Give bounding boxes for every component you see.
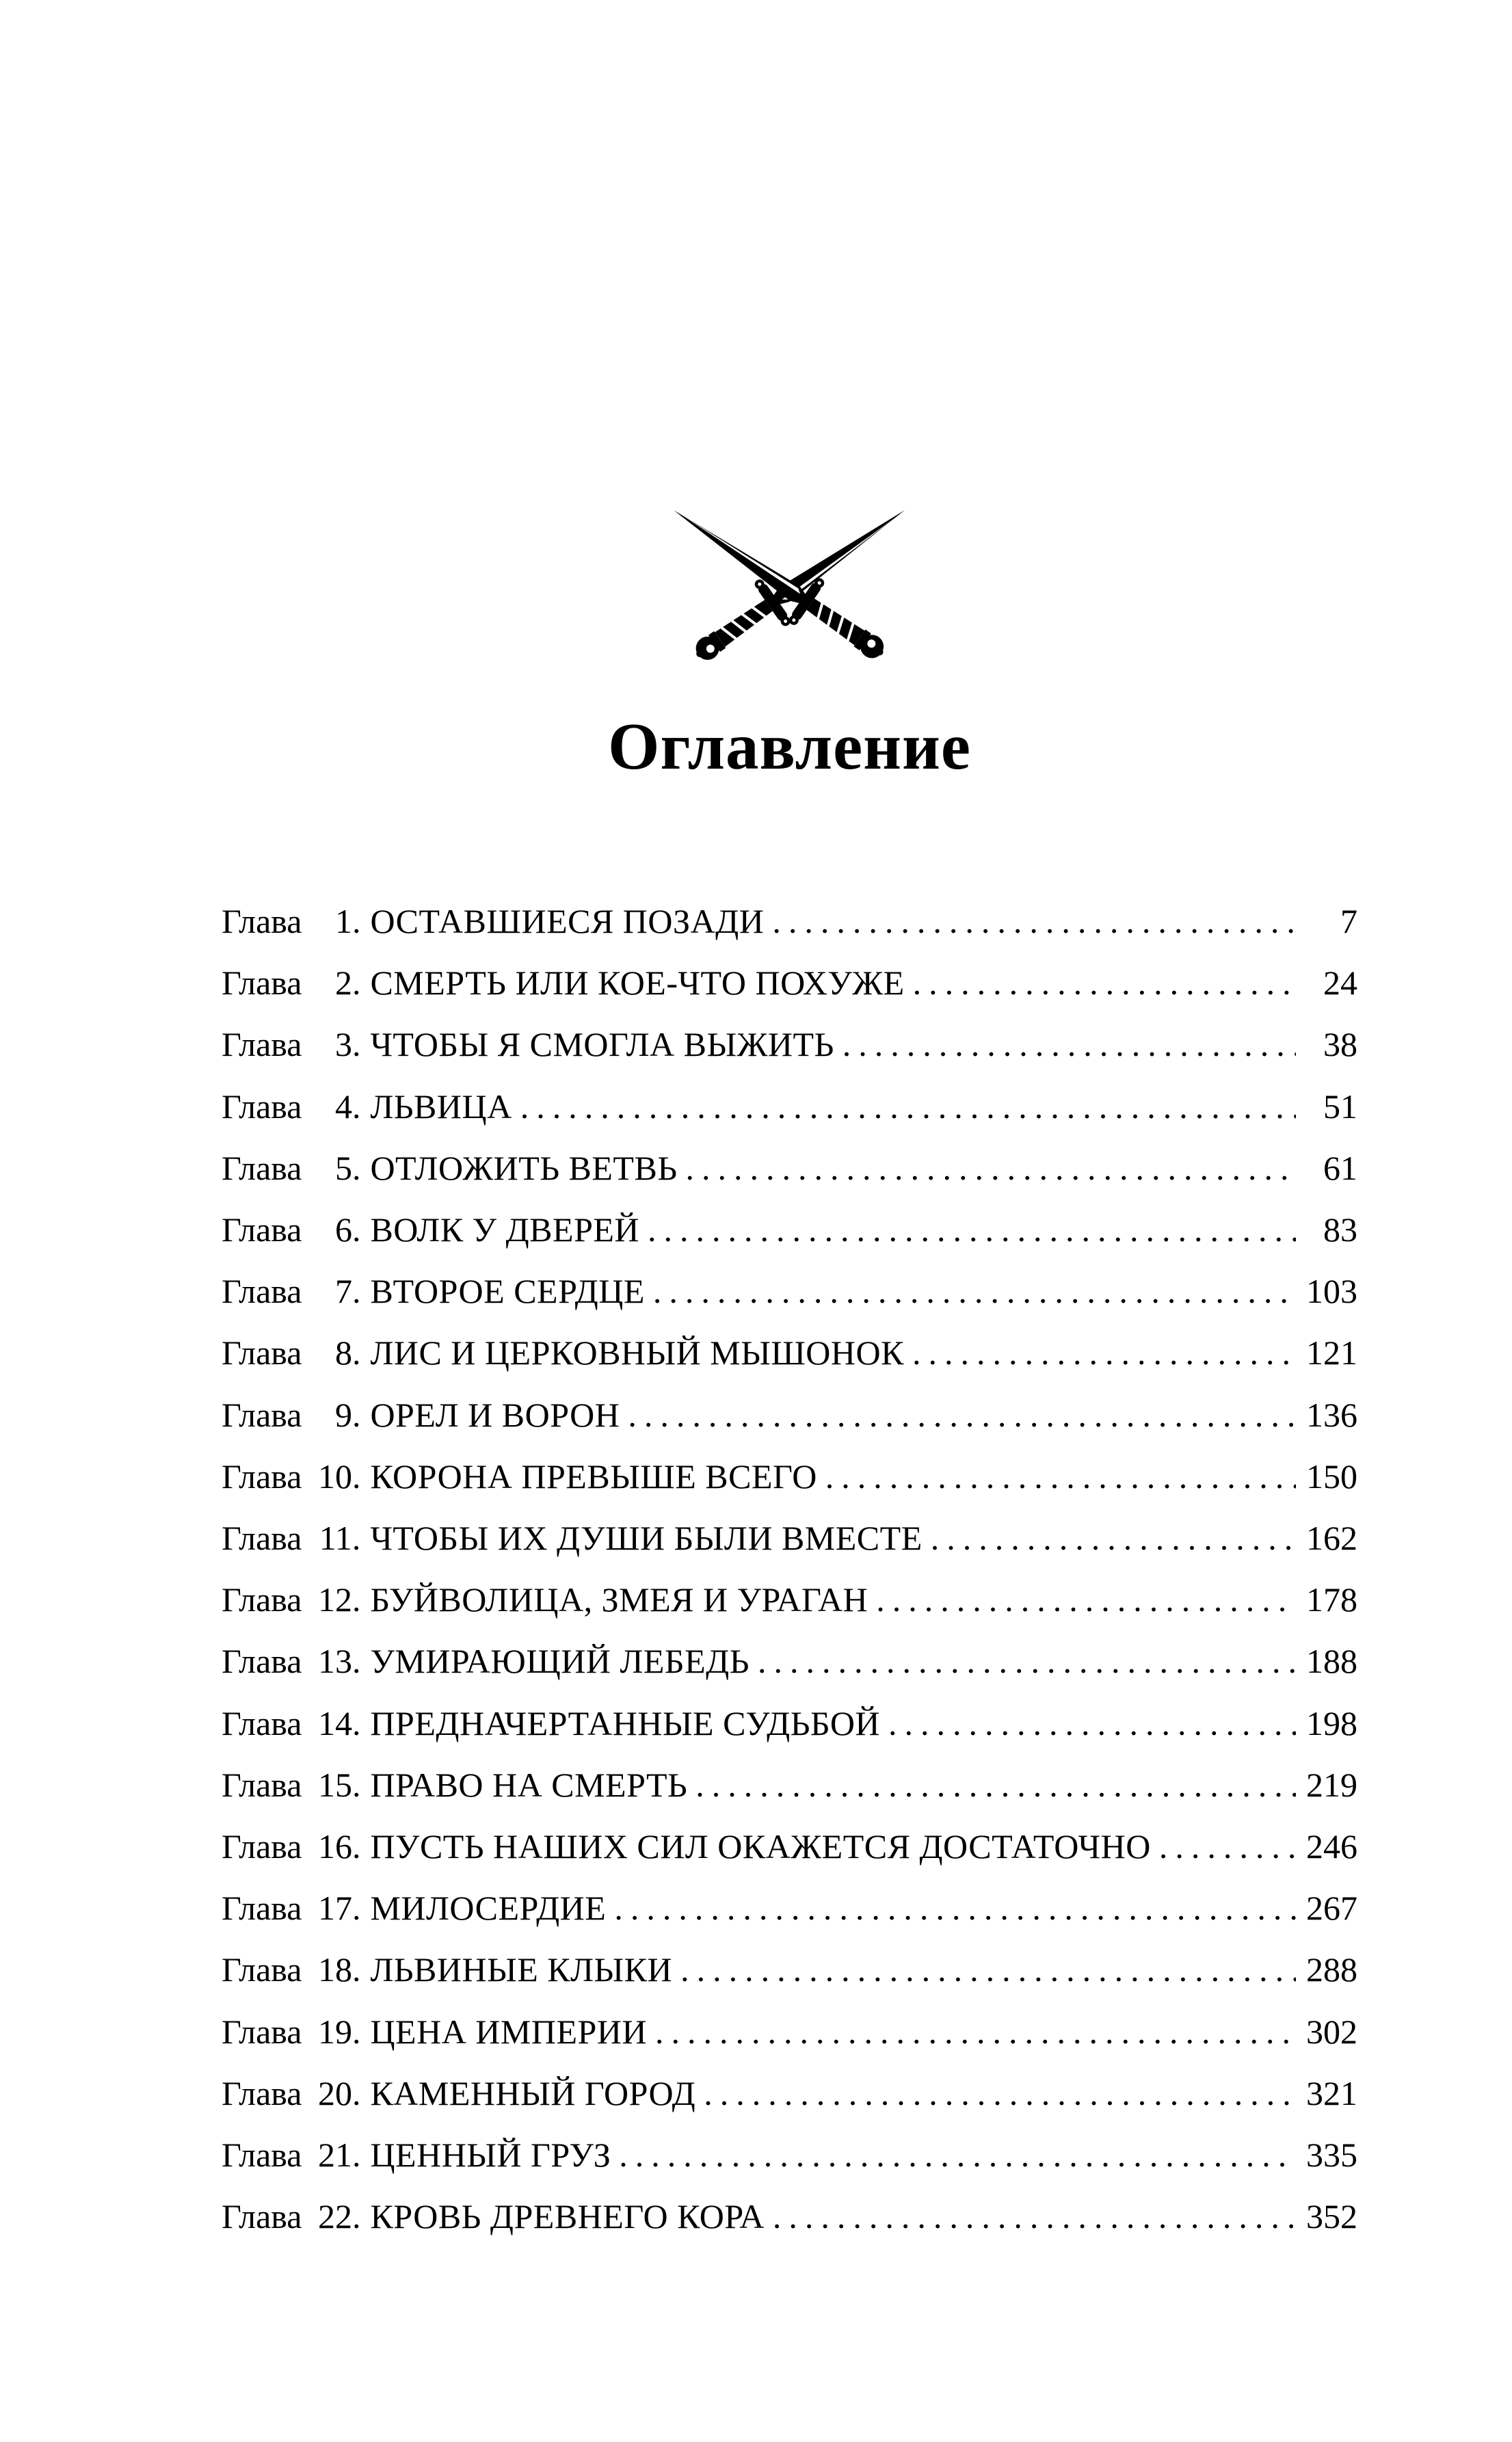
chapter-word: Глава	[222, 2197, 302, 2236]
dot-leader	[1159, 1816, 1296, 1877]
dot-leader	[913, 952, 1296, 1013]
dot-leader	[704, 2062, 1296, 2124]
toc-row[interactable]	[222, 1816, 1357, 1877]
chapter-title: ЧТОБЫ Я СМОГЛА ВЫЖИТЬ	[370, 1025, 834, 1064]
chapter-title: ЛЬВИЦА	[370, 1087, 512, 1126]
chapter-title: ЦЕНА ИМПЕРИИ	[370, 2012, 648, 2051]
chapter-number: 16.	[317, 1827, 361, 1866]
chapter-number: 9.	[334, 1395, 361, 1434]
chapter-number: 15.	[317, 1765, 361, 1804]
chapter-title: КОРОНА ПРЕВЫШЕ ВСЕГО	[370, 1457, 817, 1496]
chapter-word: Глава	[222, 1765, 302, 1804]
toc-row[interactable]	[222, 1446, 1357, 1507]
page-number: 188	[1306, 1642, 1357, 1681]
page-number: 162	[1306, 1519, 1357, 1558]
dot-leader	[876, 1569, 1296, 1630]
chapter-word: Глава	[222, 2136, 302, 2175]
dot-leader	[520, 1076, 1296, 1137]
page-number: 121	[1306, 1333, 1357, 1372]
chapter-title: ЛЬВИНЫЕ КЛЫКИ	[370, 1950, 673, 1989]
chapter-title: ВТОРОЕ СЕРДЦЕ	[370, 1272, 645, 1311]
page-number: 302	[1306, 2012, 1357, 2051]
toc-row[interactable]	[222, 1693, 1357, 1754]
chapter-title: УМИРАЮЩИЙ ЛЕБЕДЬ	[370, 1642, 750, 1681]
chapter-word: Глава	[222, 1087, 302, 1126]
toc-row[interactable]	[222, 1384, 1357, 1446]
dot-leader	[648, 1199, 1296, 1260]
chapter-word: Глава	[222, 1272, 302, 1311]
dot-leader	[695, 1754, 1296, 1816]
dot-leader	[686, 1137, 1296, 1199]
chapter-number: 22.	[317, 2197, 361, 2236]
chapter-number: 19.	[317, 2012, 361, 2051]
chapter-title: ОТЛОЖИТЬ ВЕТВЬ	[370, 1148, 678, 1187]
dot-leader	[655, 2001, 1296, 2062]
chapter-word: Глава	[222, 1210, 302, 1249]
page-number: 24	[1323, 964, 1357, 1003]
chapter-word: Глава	[222, 2073, 302, 2112]
toc-row[interactable]	[222, 1507, 1357, 1569]
page-number: 321	[1306, 2073, 1357, 2112]
toc-row[interactable]	[222, 2124, 1357, 2186]
page-number: 288	[1306, 1950, 1357, 1989]
dot-leader	[912, 1322, 1296, 1383]
chapter-title: ПРАВО НА СМЕРТЬ	[370, 1765, 688, 1804]
chapter-number: 7.	[334, 1272, 361, 1311]
dot-leader	[773, 2186, 1296, 2247]
toc-row[interactable]	[222, 1569, 1357, 1630]
toc-row[interactable]	[222, 1199, 1357, 1260]
chapter-number: 12.	[317, 1580, 361, 1619]
chapter-word: Глава	[222, 1333, 302, 1372]
chapter-title: ОСТАВШИЕСЯ ПОЗАДИ	[370, 902, 765, 940]
chapter-number: 18.	[317, 1950, 361, 1989]
chapter-word: Глава	[222, 1457, 302, 1496]
page-number: 38	[1323, 1025, 1357, 1064]
dot-leader	[653, 1260, 1296, 1322]
dot-leader	[614, 1877, 1296, 1939]
page-number: 267	[1306, 1889, 1357, 1928]
page-number: 150	[1306, 1457, 1357, 1496]
toc-row[interactable]	[222, 952, 1357, 1013]
chapter-number: 14.	[317, 1703, 361, 1742]
chapter-word: Глава	[222, 1580, 302, 1619]
chapter-number: 3.	[334, 1025, 361, 1064]
page-number: 136	[1306, 1395, 1357, 1434]
page-number: 51	[1323, 1087, 1357, 1126]
dot-leader	[825, 1446, 1296, 1507]
page-number: 219	[1306, 1765, 1357, 1804]
toc-row[interactable]	[222, 2001, 1357, 2062]
page-number: 178	[1306, 1580, 1357, 1619]
page-number: 335	[1306, 2136, 1357, 2175]
page-number: 352	[1306, 2197, 1357, 2236]
chapter-number: 11.	[319, 1519, 361, 1558]
crossed-daggers-icon	[663, 499, 917, 676]
page-number: 103	[1306, 1272, 1357, 1311]
chapter-title: ПУСТЬ НАШИХ СИЛ ОКАЖЕТСЯ ДОСТАТОЧНО	[370, 1827, 1151, 1866]
toc-row[interactable]	[222, 1260, 1357, 1322]
page-number: 83	[1323, 1210, 1357, 1249]
chapter-number: 8.	[334, 1333, 361, 1372]
chapter-word: Глава	[222, 1642, 302, 1681]
chapter-number: 4.	[334, 1087, 361, 1126]
chapter-title: ЛИС И ЦЕРКОВНЫЙ МЫШОНОК	[370, 1333, 904, 1372]
dot-leader	[680, 1939, 1296, 2000]
page-number: 246	[1306, 1827, 1357, 1866]
chapter-number: 10.	[317, 1457, 361, 1496]
dot-leader	[628, 1384, 1296, 1446]
chapter-word: Глава	[222, 1827, 302, 1866]
chapter-number: 20.	[317, 2073, 361, 2112]
toc-row[interactable]	[222, 1877, 1357, 1939]
chapter-word: Глава	[222, 1519, 302, 1558]
page-number: 198	[1306, 1703, 1357, 1742]
chapter-number: 5.	[334, 1148, 361, 1187]
chapter-word: Глава	[222, 1395, 302, 1434]
dot-leader	[758, 1630, 1296, 1692]
chapter-word: Глава	[222, 1148, 302, 1187]
toc-row[interactable]	[222, 1630, 1357, 1692]
toc-row[interactable]	[222, 1076, 1357, 1137]
chapter-word: Глава	[222, 1703, 302, 1742]
chapter-title: ПРЕДНАЧЕРТАННЫЕ СУДЬБОЙ	[370, 1703, 881, 1742]
dot-leader	[888, 1693, 1296, 1754]
chapter-title: ОРЕЛ И ВОРОН	[370, 1395, 620, 1434]
chapter-word: Глава	[222, 902, 302, 940]
dot-leader	[931, 1507, 1296, 1569]
toc-row[interactable]	[222, 1322, 1357, 1383]
dot-leader	[619, 2124, 1296, 2186]
toc-row[interactable]	[222, 890, 1357, 952]
toc-row[interactable]	[222, 1939, 1357, 2000]
toc-row[interactable]	[222, 2186, 1357, 2247]
chapter-number: 6.	[334, 1210, 361, 1249]
toc-row[interactable]	[222, 1137, 1357, 1199]
chapter-number: 13.	[317, 1642, 361, 1681]
chapter-title: СМЕРТЬ ИЛИ КОЕ-ЧТО ПОХУЖЕ	[370, 964, 905, 1003]
chapter-word: Глава	[222, 1025, 302, 1064]
chapter-title: БУЙВОЛИЦА, ЗМЕЯ И УРАГАН	[370, 1580, 868, 1619]
page-number: 7	[1340, 902, 1357, 940]
chapter-title: ВОЛК У ДВЕРЕЙ	[370, 1210, 640, 1249]
chapter-word: Глава	[222, 1889, 302, 1928]
dot-leader	[772, 890, 1296, 952]
toc-row[interactable]	[222, 1754, 1357, 1816]
chapter-number: 21.	[317, 2136, 361, 2175]
chapter-word: Глава	[222, 1950, 302, 1989]
page-number: 61	[1323, 1148, 1357, 1187]
chapter-title: КРОВЬ ДРЕВНЕГО КОРА	[370, 2197, 765, 2236]
chapter-title: КАМЕННЫЙ ГОРОД	[370, 2073, 696, 2112]
chapter-number: 1.	[334, 902, 361, 940]
toc-row[interactable]	[222, 1013, 1357, 1075]
page-content	[222, 0, 1357, 2247]
chapter-title: ЧТОБЫ ИХ ДУШИ БЫЛИ ВМЕСТЕ	[370, 1519, 923, 1558]
chapter-number: 2.	[334, 964, 361, 1003]
chapter-number: 17.	[317, 1889, 361, 1928]
dot-leader	[843, 1013, 1296, 1075]
toc-row[interactable]	[222, 2062, 1357, 2124]
chapter-word: Глава	[222, 2012, 302, 2051]
chapter-title: ЦЕННЫЙ ГРУЗ	[370, 2136, 611, 2175]
chapter-title: МИЛОСЕРДИЕ	[370, 1889, 607, 1928]
toc-list	[222, 890, 1357, 2247]
chapter-word: Глава	[222, 964, 302, 1003]
page-title: Оглавление	[608, 710, 971, 783]
